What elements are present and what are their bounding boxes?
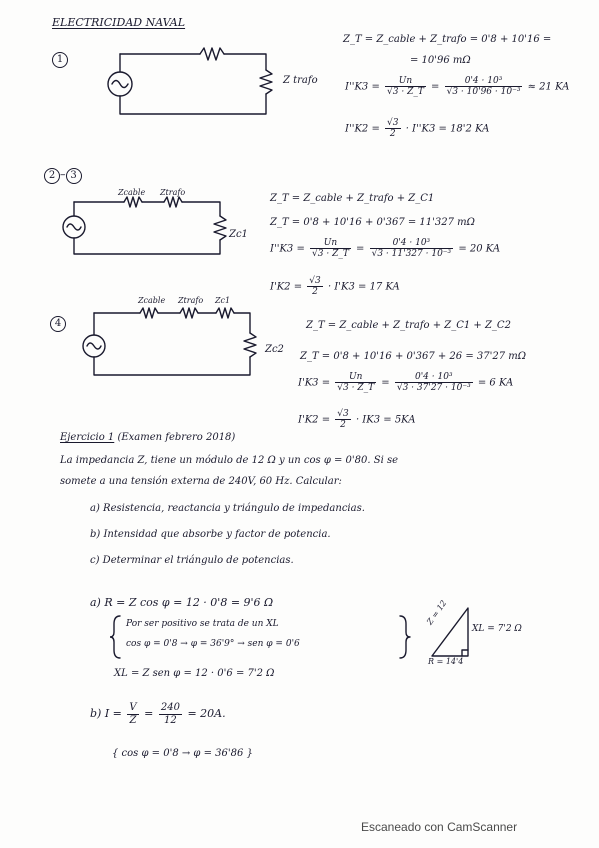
circuit-diagram-3 — [80, 293, 280, 393]
eq-ik2-2: I'K2 = $\frac{√3}{2}$ · I'K3 = 17 KA — [270, 276, 400, 298]
circuit-diagram-2 — [60, 186, 250, 266]
exercise-line-2: somete a una tensión externa de 240V, 60 Hz. Calcular: — [60, 476, 342, 487]
solution-a: a) R = Z cos φ = 12 · 0'8 = 9'6 Ω — [90, 596, 274, 609]
tri-label-z: Z = 12 — [425, 598, 449, 627]
label-ztrafo-2: Ztrafo — [160, 188, 186, 197]
solution-b-line2: { cos φ = 0'8 → φ = 36'86 } — [112, 748, 253, 759]
label-ztrafo-3: Ztrafo — [178, 296, 204, 305]
eq-zt-3b: Z_T = 0'8 + 10'16 + 0'367 + 26 = 37'27 mΩ — [300, 351, 527, 362]
label-z-trafo: Z trafo — [283, 75, 318, 86]
eq-ik3-3: I'K3 = $\frac{Un}{√3 \cdot Z\_T}$ = $\frac{\text{0'4 · 10³}}{\text{√3 · 37'27 · 10⁻³}}$ = 6 KA — [298, 372, 514, 394]
section-1-number: 1 — [52, 52, 68, 68]
exercise-heading: Ejercicio 1 (Examen febrero 2018) — [60, 432, 236, 443]
eq-zt-1: Z_T = Z_cable + Z_trafo = 0'8 + 10'16 = — [343, 34, 552, 45]
page-title: ELECTRICIDAD NAVAL — [52, 16, 186, 29]
label-zc2-3: Zc2 — [265, 344, 284, 355]
resistor-trafo — [260, 70, 272, 94]
section-2-3-number: 2 – 3 — [44, 168, 82, 184]
tri-label-xl: XL = 7'2 Ω — [472, 624, 522, 634]
eq-ik2-3: I'K2 = $\frac{√3}{2}$ · IK3 = 5KA — [298, 409, 416, 431]
exercise-item-c: c) Determinar el triángulo de potencias. — [90, 555, 294, 566]
eq-ik3-2: I''K3 = $\frac{Un}{√3 \cdot Z\_T}$ = $\frac{\text{0'4 · 10³}}{\text{√3 · 11'327 · 10⁻³}}$ = 20 KA — [270, 238, 501, 260]
brace-line-1: Por ser positivo se trata de un XL — [126, 619, 279, 629]
resistor-cable — [200, 48, 224, 60]
eq-zt-2: Z_T = Z_cable + Z_trafo + Z_C1 — [270, 193, 435, 204]
eq-ik3-1: I''K3 = $\frac{Un}{√3 \cdot Z\_T}$ = $\frac{\text{0'4 · 10³}}{\text{√3 · 10'96 · 10⁻³}}$ ≈ 21 KA — [345, 76, 570, 98]
label-zc1-2: Zc1 — [229, 229, 248, 240]
solution-b: b) I = $\frac{V}{Z}$ = $\frac{240}{12}$ = 20A. — [90, 702, 226, 726]
label-zc1-3: Zc1 — [215, 296, 231, 305]
eq-ik2-1: I''K2 = $\frac{√3}{2}$ · I''K3 = 18'2 KA — [345, 118, 490, 140]
eq-zt-3: Z_T = Z_cable + Z_trafo + Z_C1 + Z_C2 — [306, 320, 511, 331]
label-zcable-2: Zcable — [118, 188, 146, 197]
label-zcable-3: Zcable — [138, 296, 166, 305]
camscanner-watermark: Escaneado con CamScanner — [361, 820, 518, 834]
exercise-item-a: a) Resistencia, reactancia y triángulo de impedancias. — [90, 503, 365, 514]
brace-line-2: cos φ = 0'8 → φ = 36'9° → sen φ = 0'6 — [126, 639, 300, 649]
exercise-line-1: La impedancia Z, tiene un módulo de 12 Ω y un cos φ = 0'80. Si se — [60, 455, 399, 466]
eq-zt-2b: Z_T = 0'8 + 10'16 + 0'367 = 11'327 mΩ — [270, 217, 475, 228]
section-4-number: 4 — [50, 316, 66, 332]
eq-zt-1b: = 10'96 mΩ — [410, 55, 471, 66]
exercise-item-b: b) Intensidad que absorbe y factor de potencia. — [90, 529, 331, 540]
tri-label-r: R = 14'4 — [428, 657, 464, 666]
solution-xl: XL = Z sen φ = 12 · 0'6 = 7'2 Ω — [114, 668, 275, 679]
